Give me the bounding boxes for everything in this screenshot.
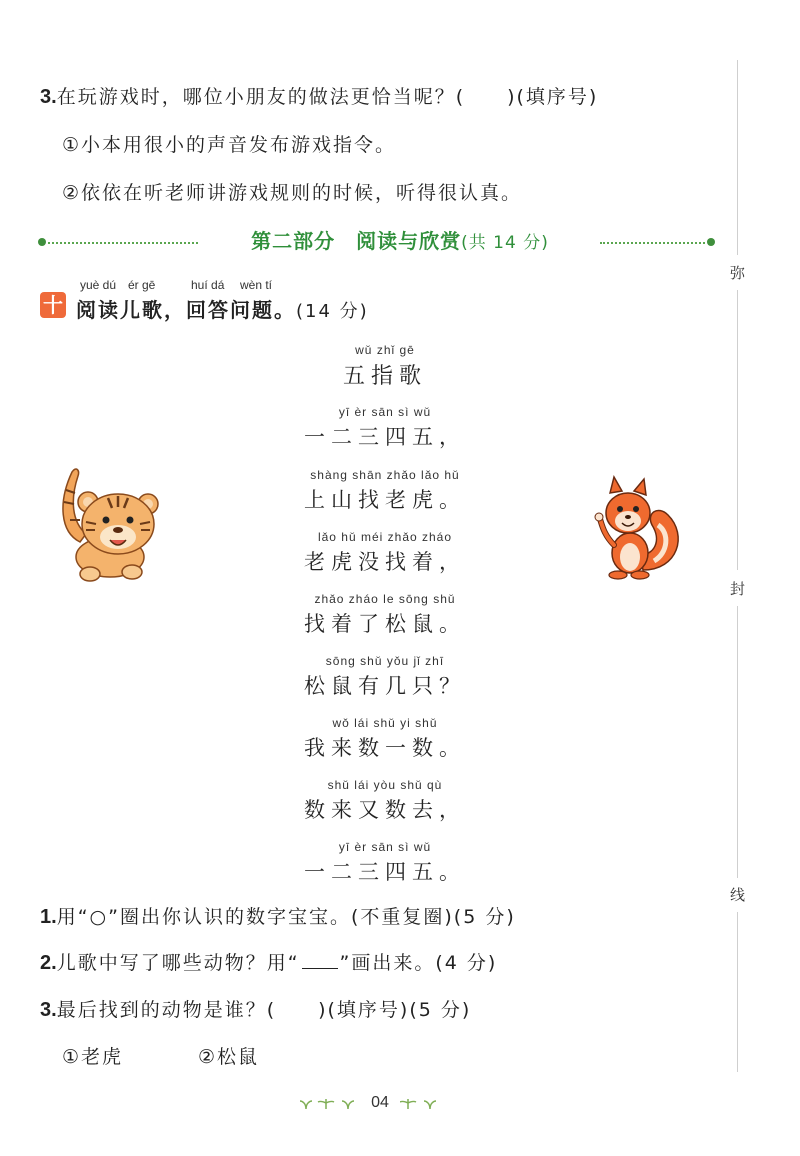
section-title-text: 第二部分 阅读与欣赏 xyxy=(251,229,462,253)
question-3 xyxy=(40,995,471,1022)
poem-line-text: 老虎没找着， xyxy=(304,550,466,574)
poem-line xyxy=(260,654,510,700)
pinyin-wenti: wèn tí xyxy=(240,278,273,292)
question-number: 3. xyxy=(40,999,57,1021)
poem-line-text: 上山找老虎。 xyxy=(304,488,466,512)
poem-line-text: 一二三四五。 xyxy=(304,860,466,884)
poem-line-pinyin: zhǎo zháo le sōng shǔ xyxy=(314,592,456,606)
option-squirrel: ②松鼠 xyxy=(198,1046,260,1068)
poem-line-pinyin: shàng shān zhǎo lǎo hǔ xyxy=(310,468,460,482)
poem-line-pinyin: sōng shǔ yǒu jǐ zhī xyxy=(325,654,445,668)
poem-line-pinyin: shǔ lái yòu shǔ qù xyxy=(327,778,443,792)
binding-label-mi: 弥 xyxy=(730,264,746,282)
divider-line-right xyxy=(600,242,705,244)
task-score: (14 分) xyxy=(296,301,369,322)
divider-line-left xyxy=(48,242,198,244)
question-number: 2. xyxy=(40,952,57,974)
option-tiger: ①老虎 xyxy=(62,1046,124,1068)
poem-title: 五指歌 xyxy=(342,364,427,389)
divider-dot-left xyxy=(38,238,46,246)
question-text: 在玩游戏时，哪位小朋友的做法更恰当呢？( )(填序号) xyxy=(56,86,599,108)
question-text-pre: 儿歌中写了哪些动物？用“ xyxy=(56,952,300,974)
poem-line xyxy=(260,778,510,824)
section-title xyxy=(200,225,600,254)
section-score: (共 14 分) xyxy=(461,233,549,253)
question-1 xyxy=(40,902,516,929)
poem-title-pinyin: wǔ zhǐ gē xyxy=(355,343,415,357)
binding-line xyxy=(737,60,738,255)
poem-line-pinyin: yī èr sān sì wǔ xyxy=(338,840,432,854)
poem-line-pinyin: lǎo hǔ méi zhǎo zháo xyxy=(317,530,453,544)
sprout-decoration-left xyxy=(300,1095,360,1111)
page-number: 04 xyxy=(371,1093,389,1111)
poem-line xyxy=(260,468,510,514)
binding-label-feng: 封 xyxy=(730,580,746,598)
binding-line xyxy=(737,606,738,878)
task-title-text: 阅读儿歌，回答问题。 xyxy=(76,298,296,322)
part1-question-3 xyxy=(40,82,598,109)
task-number-badge: 十 xyxy=(40,292,66,318)
pinyin-huida: huí dá xyxy=(191,278,225,292)
poem-line-text: 数来又数去， xyxy=(304,798,466,822)
question-number: 1. xyxy=(40,906,57,928)
binding-label-xian: 线 xyxy=(730,886,746,904)
section-divider xyxy=(40,225,715,265)
poem-line xyxy=(260,592,510,638)
question-text-post: ”画出来。(4 分) xyxy=(339,952,498,974)
task-title xyxy=(76,294,369,323)
sprout-decoration-right xyxy=(400,1095,440,1111)
squirrel-illustration xyxy=(588,475,688,585)
poem-line-pinyin: wǒ lái shǔ yi shǔ xyxy=(332,716,438,730)
poem-line-text: 我来数一数。 xyxy=(304,736,466,760)
pinyin-ergе: ér gē xyxy=(128,278,156,292)
binding-line xyxy=(737,912,738,1072)
underline-blank xyxy=(302,954,338,969)
poem-line xyxy=(260,840,510,886)
option-2: ②依依在听老师讲游戏规则的时候，听得很认真。 xyxy=(62,182,523,204)
poem-line xyxy=(260,530,510,576)
poem-line-text: 找着了松鼠。 xyxy=(304,612,466,636)
question-text: 用“○”圈出你认识的数字宝宝。(不重复圈)(5 分) xyxy=(56,906,516,928)
page-footer xyxy=(290,1092,450,1112)
poem-line xyxy=(260,716,510,762)
poem-line xyxy=(260,405,510,451)
divider-dot-right xyxy=(707,238,715,246)
binding-line xyxy=(737,290,738,570)
poem-line-text: 一二三四五， xyxy=(304,425,466,449)
poem-title-block xyxy=(260,343,510,390)
option-1: ①小本用很小的声音发布游戏指令。 xyxy=(62,134,397,156)
question-text: 最后找到的动物是谁？( )(填序号)(5 分) xyxy=(56,999,472,1021)
pinyin-yuedu: yuè dú xyxy=(80,278,117,292)
poem-line-pinyin: yī èr sān sì wǔ xyxy=(338,405,432,419)
poem-line-text: 松鼠有几只？ xyxy=(304,674,466,698)
question-2 xyxy=(40,948,497,975)
question-number: 3. xyxy=(40,86,57,108)
tiger-illustration xyxy=(50,462,170,587)
